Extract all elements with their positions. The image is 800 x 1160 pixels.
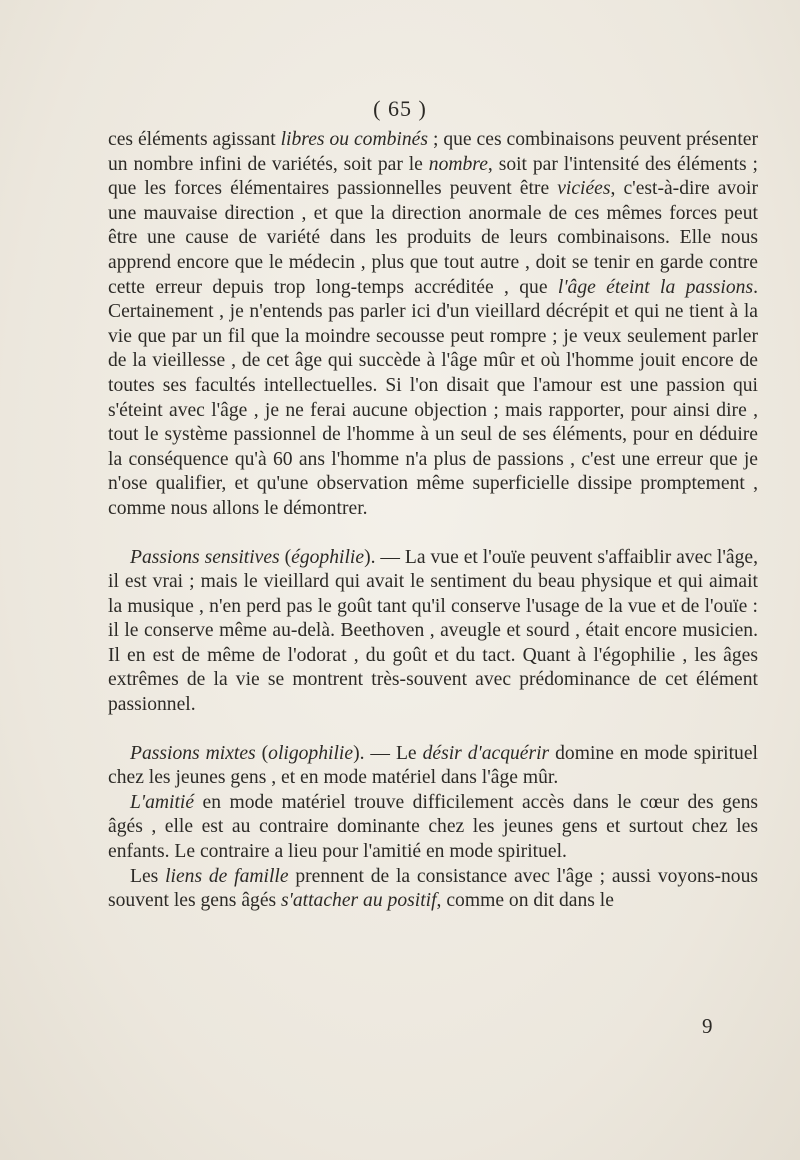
- italic-run: désir d'acquérir: [422, 742, 550, 764]
- page-number: ( 65 ): [373, 96, 427, 121]
- italic-run: liens de famille: [165, 865, 289, 887]
- text-run: , comme on dit dans le: [436, 890, 614, 912]
- paragraph-passions-sensitives: [108, 546, 758, 718]
- italic-run: égophilie: [291, 546, 365, 568]
- text-run: ). — La vue et l'ouïe peuvent s'affaiblir avec l'âge, il est vrai ; mais le vieillard qui avait le sentiment du beau physique et qui aimait la musique , n'en perd pas le goût tant qu'il conserve l'usage de la vue et de l'ouïe : il le conserve même au-delà. Beethoven , aveugle et sourd , était encore musicien. Il en est de même de l'odorat , du goût et du tact. Quant à l'égophilie , les âges extrêmes de la vie se montrent très-souvent avec prédominance de cet élément passionnel.: [108, 546, 758, 716]
- paragraph-amitie: [108, 791, 758, 865]
- section-heading: Passions sensitives: [130, 546, 280, 568]
- signature-mark: 9: [702, 1014, 713, 1038]
- page-body: [108, 128, 758, 914]
- text-run: ; que ces combinaisons peuvent présenter un nombre infini de variétés, soit par le: [108, 129, 758, 175]
- text-run: ). — Le: [353, 742, 423, 764]
- text-run: prennent de la consistance avec l'âge ; aussi voyons-nous souvent les gens âgés: [108, 865, 758, 912]
- text-run: (: [279, 546, 292, 568]
- italic-run: s'attacher au positif: [281, 890, 437, 912]
- paragraph-passions-mixtes: [108, 742, 758, 791]
- italic-run: L'amitié: [130, 791, 195, 813]
- text-run: en mode matériel trouve difficilement accès dans le cœur des gens âgés , elle est au contraire dominante chez les jeunes gens et surtout chez les enfants. Le contraire a lieu pour l'amitié en mode spirituel.: [108, 791, 758, 863]
- italic-run: viciées: [557, 178, 611, 200]
- italic-run: oligophilie: [268, 742, 354, 764]
- text-run: ces éléments agissant: [108, 129, 281, 150]
- italic-run: nombre: [428, 153, 488, 175]
- italic-run: l'âge éteint la passions: [557, 276, 754, 298]
- text-run: . Certainement , je n'entends pas parler ici d'un vieillard décrépit et qui ne tient à la vie que par un fil que la moindre secousse peut rompre ; je veux seulement parler de la vieillesse , de cet âge qui succède à l'âge mûr et où l'homme jouit encore de toutes ses facultés intellectuelles. Si l'on disait que l'amour est une passion qui s'éteint avec l'âge , je ne ferai aucune objection ; mais rapporter, pour ainsi dire , tout le système passionnel de l'homme à un seul de ses éléments, pour en déduire la conséquence qu'à 60 ans l'homme n'a plus de passions , c'est une erreur que je n'ose qualifier, et qu'une observation même superficielle dissipe promptement , comme nous allons le démontrer.: [108, 276, 758, 519]
- text-run: (: [255, 742, 269, 764]
- paragraph-1: [108, 128, 758, 522]
- italic-run: libres ou combinés: [280, 129, 428, 150]
- section-heading: Passions mixtes: [130, 742, 256, 764]
- paragraph-liens-de-famille: [108, 865, 758, 914]
- text-run: domine en mode spirituel chez les jeunes gens , et en mode matériel dans l'âge mûr.: [108, 742, 758, 789]
- text-run: , soit par l'intensité des éléments ; que les forces élémentaires passionnelles peuvent être: [108, 153, 758, 200]
- text-run: , c'est-à-dire avoir une mauvaise direction , et que la direction anormale de ces mêmes forces peut être une cause de variété dans les produits de leurs combinaisons. Elle nous apprend encore que le médecin , plus que tout autre , doit se tenir en garde contre cette erreur depuis trop long-temps accréditée , que: [108, 178, 758, 298]
- text-run: Les: [130, 865, 166, 887]
